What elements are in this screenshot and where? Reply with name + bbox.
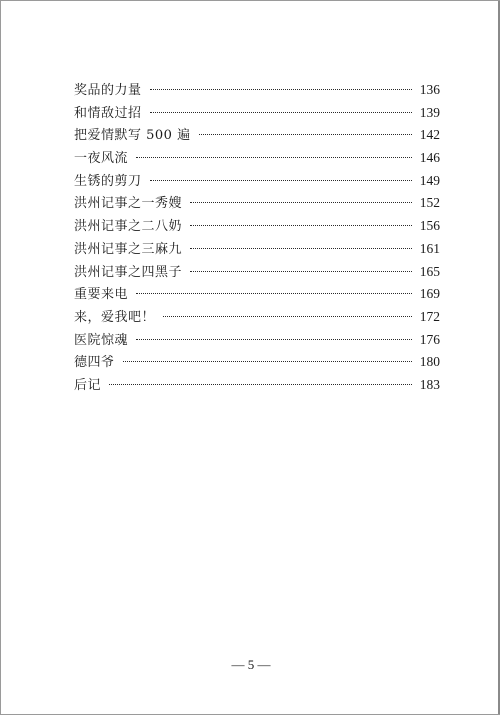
toc-entry-title: 洪州记事之四黑子 [74,264,183,280]
toc-entry-title: 洪州记事之一秀嫂 [74,196,183,212]
toc-entry-page: 139 [419,104,440,120]
dot-leader [199,133,412,135]
toc-entry [74,329,440,352]
toc-entry-page: 161 [419,240,440,256]
toc-entry [74,374,440,397]
toc-entry-page: 176 [419,331,440,347]
dot-leader [136,338,412,340]
toc-entry [74,238,440,261]
toc-entry [74,192,440,215]
toc-entry [74,147,440,170]
toc-entry-title: 来，爱我吧！ [74,309,156,325]
dot-leader [150,111,412,113]
toc-entry-title: 德四爷 [74,355,115,371]
toc-entry [74,215,440,238]
toc-entry-page: 149 [419,172,440,188]
toc-entry-page: 169 [419,286,440,302]
toc-entry [74,79,440,102]
toc-entry-page: 136 [419,82,440,97]
toc-entry-title: 把爱情默写 500 遍 [74,128,191,144]
dot-leader [190,224,412,226]
dot-leader [190,270,412,272]
toc-entry [74,283,440,306]
page-number: — 5 — [231,657,271,672]
toc-entry-title: 医院惊魂 [74,332,129,348]
toc-entry [74,261,440,284]
dot-leader [136,156,412,158]
toc-entry-title: 后记 [74,377,102,393]
dot-leader [136,292,412,294]
toc-entry-page: 183 [419,376,440,392]
dot-leader [150,179,412,181]
toc-entry-page: 146 [419,150,440,166]
toc-entry-page: 172 [419,308,440,324]
toc-entry-title: 洪州记事之二八奶 [74,219,183,235]
table-of-contents [74,79,440,397]
toc-entry-title: 生锈的剪刀 [74,173,142,189]
toc-entry [74,170,440,193]
toc-entry [74,306,440,329]
toc-entry [74,102,440,125]
dot-leader [150,88,412,90]
toc-entry [74,351,440,374]
dot-leader [123,360,412,362]
toc-entry-page: 142 [419,127,440,143]
toc-entry-title: 奖品的力量 [74,83,142,98]
toc-entry-page: 152 [419,195,440,211]
toc-entry [74,124,440,147]
toc-entry-page: 156 [419,218,440,234]
dot-leader [163,315,412,317]
toc-entry-title: 重要来电 [74,287,129,303]
toc-entry-title: 一夜风流 [74,151,129,167]
dot-leader [190,247,412,249]
toc-entry-title: 和情敌过招 [74,105,142,121]
toc-entry-title: 洪州记事之三麻九 [74,241,183,257]
dot-leader [109,383,412,385]
toc-entry-page: 165 [419,263,440,279]
dot-leader [190,201,412,203]
toc-entry-page: 180 [419,354,440,370]
